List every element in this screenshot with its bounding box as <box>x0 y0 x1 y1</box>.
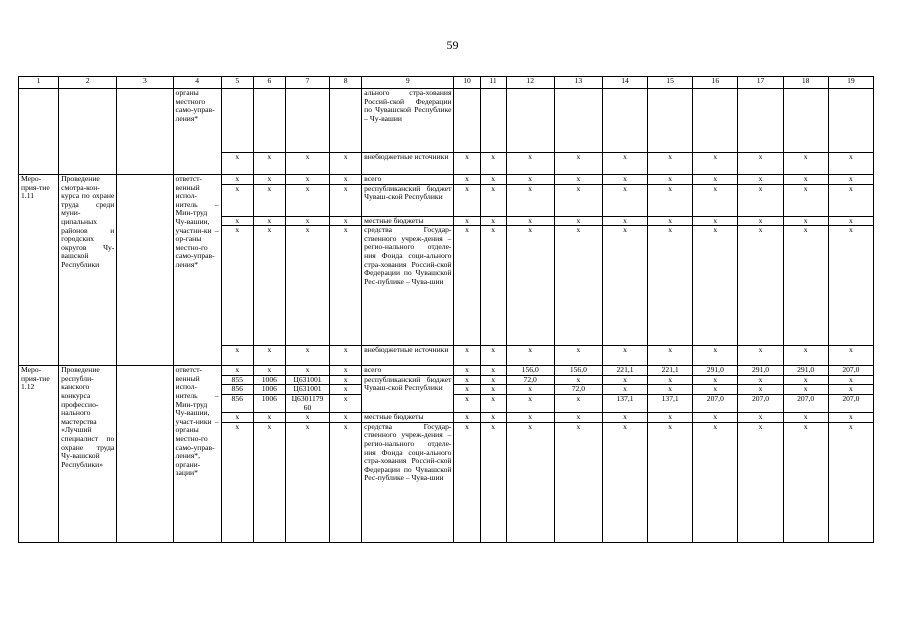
table-cell: х <box>828 385 873 395</box>
table-cell: х <box>454 375 480 385</box>
funding-source: местные бюджеты <box>362 413 454 423</box>
table-cell <box>117 366 173 543</box>
table-cell: х <box>480 366 506 376</box>
table-cell: х <box>253 226 285 346</box>
table-cell: х <box>253 413 285 423</box>
table-cell: х <box>480 346 506 366</box>
table-cell: х <box>602 153 647 175</box>
table-cell: х <box>285 184 329 216</box>
table-cell: х <box>454 226 480 346</box>
table-cell: х <box>602 375 647 385</box>
table-cell: х <box>506 153 554 175</box>
table-cell: х <box>506 422 554 542</box>
table-cell: х <box>693 346 738 366</box>
table-cell: х <box>828 422 873 542</box>
table-cell: х <box>454 184 480 216</box>
table-cell: 207,0 <box>693 394 738 412</box>
table-cell: х <box>285 175 329 185</box>
col-header: 12 <box>506 77 554 89</box>
table-cell: х <box>285 153 329 175</box>
table-cell: х <box>454 216 480 226</box>
table-cell: х <box>693 216 738 226</box>
funding-source: республиканский бюджет Чуваш-ской Республики <box>362 375 454 412</box>
table-cell: 156,0 <box>506 366 554 376</box>
table-cell: х <box>602 385 647 395</box>
table-cell: х <box>828 184 873 216</box>
executor-cell: органы местного само-управ-ления* <box>173 89 221 175</box>
table-cell: х <box>285 226 329 346</box>
table-cell <box>480 89 506 153</box>
table-cell: 207,0 <box>828 366 873 376</box>
table-cell: х <box>221 153 253 175</box>
funding-source: республиканский бюджет Чуваш-ской Республики <box>362 184 454 216</box>
table-row <box>19 366 874 376</box>
table-cell: х <box>693 175 738 185</box>
table-cell: х <box>693 413 738 423</box>
table-cell: х <box>738 175 783 185</box>
table-cell: х <box>506 184 554 216</box>
table-cell: х <box>253 153 285 175</box>
table-cell: х <box>602 226 647 346</box>
table-cell: х <box>480 413 506 423</box>
funding-source: ального стра-хования Россий-ской Федерации по Чувашской Республике – Чу-вашии <box>362 89 454 153</box>
table-cell: х <box>221 175 253 185</box>
table-cell: х <box>648 216 693 226</box>
table-cell: х <box>554 413 602 423</box>
table-cell: х <box>330 366 362 376</box>
table-cell: 137,1 <box>648 394 693 412</box>
col-header: 17 <box>738 77 783 89</box>
table-cell: х <box>480 394 506 412</box>
table-cell: х <box>221 184 253 216</box>
table-cell: х <box>285 413 329 423</box>
table-cell: х <box>480 175 506 185</box>
funding-source: внебюджетные источники <box>362 346 454 366</box>
table-cell: х <box>454 394 480 412</box>
table-cell: х <box>480 422 506 542</box>
table-cell: Ц6301179 60 <box>285 394 329 412</box>
table-cell: х <box>506 394 554 412</box>
col-header: 19 <box>828 77 873 89</box>
table-cell: х <box>285 346 329 366</box>
table-cell: х <box>506 385 554 395</box>
table-cell: х <box>454 153 480 175</box>
table-cell: х <box>253 366 285 376</box>
funding-source: всего <box>362 366 454 376</box>
table-cell: х <box>783 413 828 423</box>
table-cell: х <box>693 385 738 395</box>
column-number-row <box>19 77 874 89</box>
table-cell: х <box>330 394 362 412</box>
table-cell: х <box>828 226 873 346</box>
col-header: 16 <box>693 77 738 89</box>
table-cell: х <box>602 216 647 226</box>
col-header: 4 <box>173 77 221 89</box>
table-cell: х <box>648 184 693 216</box>
table-cell: х <box>330 346 362 366</box>
funding-source: средства Государ-ственного учреж-дения – регио-нального отделе-ния Фонда соци-ального стра-хования Россий-ской Федерации по Чувашской Рес-публике – Чува-шии <box>362 226 454 346</box>
table-cell: х <box>783 375 828 385</box>
table-cell: х <box>693 153 738 175</box>
table-cell: х <box>454 413 480 423</box>
table-cell: 156,0 <box>554 366 602 376</box>
col-header: 14 <box>602 77 647 89</box>
table-cell: 207,0 <box>783 394 828 412</box>
table-cell: 855 <box>221 375 253 385</box>
table-cell: х <box>330 375 362 385</box>
table-cell <box>783 89 828 153</box>
table-cell: х <box>480 385 506 395</box>
table-cell: х <box>648 226 693 346</box>
table-cell: х <box>554 422 602 542</box>
table-cell: х <box>738 346 783 366</box>
col-header: 3 <box>117 77 173 89</box>
table-cell: х <box>506 175 554 185</box>
table-cell: 72,0 <box>506 375 554 385</box>
table-cell: х <box>602 413 647 423</box>
table-cell: х <box>330 216 362 226</box>
table-cell: х <box>828 216 873 226</box>
table-cell: х <box>221 346 253 366</box>
table-cell: х <box>253 346 285 366</box>
table-cell: х <box>253 422 285 542</box>
table-cell: 1006 <box>253 394 285 412</box>
table-cell: х <box>648 422 693 542</box>
table-cell: х <box>554 346 602 366</box>
table-cell <box>59 89 117 175</box>
table-cell: х <box>330 175 362 185</box>
table-cell: х <box>330 385 362 395</box>
col-header: 10 <box>454 77 480 89</box>
table-cell: х <box>828 346 873 366</box>
table-cell: х <box>330 153 362 175</box>
table-cell <box>828 89 873 153</box>
table-cell: 72,0 <box>554 385 602 395</box>
table-cell: 291,0 <box>693 366 738 376</box>
table-cell: х <box>454 385 480 395</box>
table-cell: х <box>828 375 873 385</box>
col-header: 7 <box>285 77 329 89</box>
table-cell: х <box>554 226 602 346</box>
funding-source: всего <box>362 175 454 185</box>
table-cell: 856 <box>221 385 253 395</box>
table-cell: х <box>602 184 647 216</box>
table-cell: х <box>221 216 253 226</box>
table-cell: 221,1 <box>648 366 693 376</box>
table-row <box>19 175 874 185</box>
table-cell: х <box>554 184 602 216</box>
table-cell: х <box>506 413 554 423</box>
activity-id: Меро-прия-тие 1.11 <box>19 175 59 366</box>
table-cell: х <box>738 153 783 175</box>
table-cell <box>117 175 173 366</box>
table-cell: х <box>253 216 285 226</box>
table-cell: х <box>783 385 828 395</box>
table-cell <box>738 89 783 153</box>
table-cell: х <box>648 413 693 423</box>
table-cell: х <box>253 175 285 185</box>
table-cell: х <box>648 175 693 185</box>
table-cell <box>221 89 253 153</box>
table-cell: х <box>554 175 602 185</box>
table-cell: х <box>454 366 480 376</box>
table-cell: х <box>506 346 554 366</box>
table-cell: 291,0 <box>738 366 783 376</box>
funding-source: средства Государ-ственного учреж-дения – регио-нального отделе-ния Фонда соци-ального стра-хования Россий-ской Федерации по Чувашской Рес-публике – Чува-шии <box>362 422 454 542</box>
table-cell: х <box>648 153 693 175</box>
table-cell: х <box>738 226 783 346</box>
table-cell: х <box>828 153 873 175</box>
table-cell: 221,1 <box>602 366 647 376</box>
table-cell: х <box>738 422 783 542</box>
table-cell <box>454 89 480 153</box>
col-header: 9 <box>362 77 454 89</box>
table-cell: х <box>602 422 647 542</box>
table-cell: х <box>221 413 253 423</box>
table-cell: х <box>330 226 362 346</box>
table-cell: х <box>221 226 253 346</box>
col-header: 5 <box>221 77 253 89</box>
table-cell: х <box>285 216 329 226</box>
table-cell: х <box>285 366 329 376</box>
activity-title: Проведение смотра-кон-курса по охране труда среди муни-ципальных районов и городских округов Чу-вашской Республики <box>59 175 117 366</box>
table-cell: х <box>480 216 506 226</box>
col-header: 1 <box>19 77 59 89</box>
table-cell: х <box>738 375 783 385</box>
table-cell: 1006 <box>253 375 285 385</box>
table-cell: х <box>693 184 738 216</box>
table-cell: х <box>783 175 828 185</box>
table-cell: х <box>454 346 480 366</box>
table-cell: х <box>454 422 480 542</box>
table-cell: 207,0 <box>738 394 783 412</box>
table-cell: х <box>554 153 602 175</box>
table-cell: х <box>330 422 362 542</box>
table-cell: х <box>480 375 506 385</box>
col-header: 11 <box>480 77 506 89</box>
table-cell: х <box>330 413 362 423</box>
table-cell: х <box>693 422 738 542</box>
table-cell <box>19 89 59 175</box>
table-cell: х <box>480 153 506 175</box>
table-cell: х <box>738 216 783 226</box>
funding-source: внебюджетные источники <box>362 153 454 175</box>
table-cell: х <box>648 385 693 395</box>
table-cell: х <box>783 226 828 346</box>
table-cell: х <box>828 413 873 423</box>
table-cell: х <box>738 413 783 423</box>
table-cell <box>554 89 602 153</box>
table-cell: х <box>783 422 828 542</box>
table-cell: х <box>285 422 329 542</box>
funding-source: местные бюджеты <box>362 216 454 226</box>
table-cell: х <box>693 226 738 346</box>
table-cell: х <box>221 422 253 542</box>
table-cell: х <box>454 175 480 185</box>
activity-id: Меро-прия-тие 1.12 <box>19 366 59 543</box>
table-cell: х <box>648 346 693 366</box>
table-cell: х <box>480 184 506 216</box>
col-header: 18 <box>783 77 828 89</box>
executor-cell: ответст-венный испол-нитель – Мин-труд Чу-вашии, участ-ники – органы местно-го само-управ-ления*, органи-зации* <box>173 366 221 543</box>
table-cell: 291,0 <box>783 366 828 376</box>
table-cell: х <box>693 375 738 385</box>
table-cell <box>253 89 285 153</box>
page-number: 59 <box>446 38 459 52</box>
table-cell: 207,0 <box>828 394 873 412</box>
executor-cell: ответст-венный испол-нитель – Мин-труд Чу-вашии, участни-ки – ор-ганы местно-го само-управ-ления* <box>173 175 221 366</box>
table-cell <box>117 89 173 175</box>
table-cell: х <box>738 184 783 216</box>
table-cell: Ц631001 <box>285 385 329 395</box>
table-cell: х <box>648 375 693 385</box>
table-cell: х <box>554 394 602 412</box>
table-cell <box>648 89 693 153</box>
col-header: 2 <box>59 77 117 89</box>
table-cell: х <box>554 375 602 385</box>
budget-table <box>18 76 874 543</box>
activity-title: Проведение республи-канского конкурса профессио-нального мастерства «Лучший специалист по охране труда Чу-вашской Республики» <box>59 366 117 543</box>
table-cell: х <box>783 346 828 366</box>
table-cell: х <box>783 153 828 175</box>
table-cell <box>693 89 738 153</box>
table-cell: 137,1 <box>602 394 647 412</box>
table-cell: х <box>480 226 506 346</box>
table-cell: х <box>783 216 828 226</box>
col-header: 8 <box>330 77 362 89</box>
table-cell: Ц631001 <box>285 375 329 385</box>
table-cell: х <box>602 346 647 366</box>
table-cell: х <box>554 216 602 226</box>
table-cell <box>285 89 329 153</box>
table-cell: х <box>506 216 554 226</box>
table-cell <box>506 89 554 153</box>
col-header: 13 <box>554 77 602 89</box>
table-cell: х <box>330 184 362 216</box>
table-row <box>19 89 874 153</box>
table-cell: х <box>783 184 828 216</box>
table-cell: х <box>738 385 783 395</box>
table-cell: х <box>506 226 554 346</box>
table-cell: 856 <box>221 394 253 412</box>
col-header: 6 <box>253 77 285 89</box>
table-cell: 1006 <box>253 385 285 395</box>
col-header: 15 <box>648 77 693 89</box>
table-cell: х <box>828 175 873 185</box>
table-cell <box>602 89 647 153</box>
table-cell: х <box>602 175 647 185</box>
table-cell: х <box>221 366 253 376</box>
table-cell <box>330 89 362 153</box>
table-cell: х <box>253 184 285 216</box>
